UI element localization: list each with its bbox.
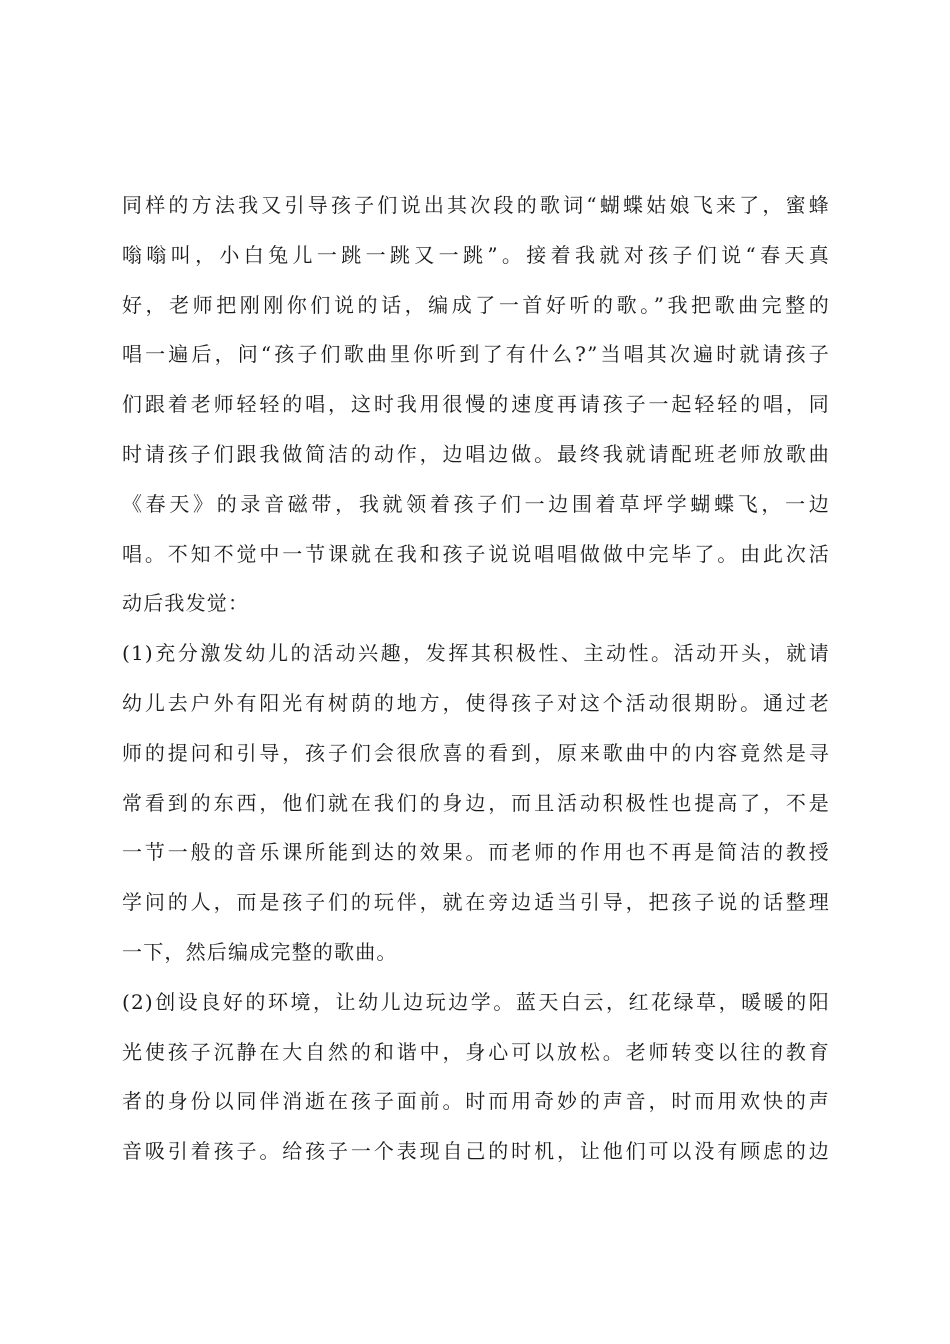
paragraph-line: 好，老师把刚刚你们说的话，编成了一首好听的歌。”我把歌曲完整的 (122, 292, 830, 317)
paragraph-line: 唱。不知不觉中一节课就在我和孩子说说唱唱做做中完毕了。由此次活 (122, 541, 830, 566)
paragraph-line: 们跟着老师轻轻的唱，这时我用很慢的速度再请孩子一起轻轻的唱，同 (122, 392, 830, 417)
paragraph-line: (2)创设良好的环境，让幼儿边玩边学。蓝天白云，红花绿草，暖暖的阳 (122, 989, 830, 1014)
paragraph-line: 音吸引着孩子。给孩子一个表现自己的时机，让他们可以没有顾虑的边 (122, 1139, 830, 1164)
paragraph-line: 一下，然后编成完整的歌曲。 (122, 939, 398, 964)
paragraph-line: 幼儿去户外有阳光有树荫的地方，使得孩子对这个活动很期盼。通过老 (122, 690, 830, 715)
paragraph-line: (1)充分激发幼儿的活动兴趣，发挥其积极性、主动性。活动开头，就请 (122, 641, 830, 666)
paragraph-line: 一节一般的音乐课所能到达的效果。而老师的作用也不再是简洁的教授 (122, 840, 830, 865)
paragraph-line: 常看到的东西，他们就在我们的身边，而且活动积极性也提高了，不是 (122, 790, 830, 815)
paragraph-3 (122, 982, 830, 1181)
paragraph-1 (122, 185, 830, 633)
document-body (122, 185, 830, 1181)
paragraph-line: 师的提问和引导，孩子们会很欣喜的看到，原来歌曲中的内容竟然是寻 (122, 740, 830, 765)
paragraph-line: 光使孩子沉静在大自然的和谐中，身心可以放松。老师转变以往的教育 (122, 1039, 830, 1064)
paragraph-line: 同样的方法我又引导孩子们说出其次段的歌词“蝴蝶姑娘飞来了，蜜蜂 (122, 193, 830, 217)
paragraph-2 (122, 633, 830, 982)
paragraph-line: 唱一遍后，问“孩子们歌曲里你听到了有什么?”当唱其次遍时就请孩子 (122, 342, 830, 367)
paragraph-line: 动后我发觉： (122, 591, 250, 616)
paragraph-line: 嗡嗡叫，小白兔儿一跳一跳又一跳”。接着我就对孩子们说“春天真 (122, 242, 830, 267)
paragraph-line: 时请孩子们跟我做简洁的动作，边唱边做。最终我就请配班老师放歌曲 (122, 441, 830, 466)
paragraph-line: 者的身份以同伴消逝在孩子面前。时而用奇妙的声音，时而用欢快的声 (122, 1089, 830, 1114)
paragraph-line: 《春天》的录音磁带，我就领着孩子们一边围着草坪学蝴蝶飞，一边 (122, 491, 830, 516)
paragraph-line: 学问的人，而是孩子们的玩伴，就在旁边适当引导，把孩子说的话整理 (122, 890, 830, 915)
